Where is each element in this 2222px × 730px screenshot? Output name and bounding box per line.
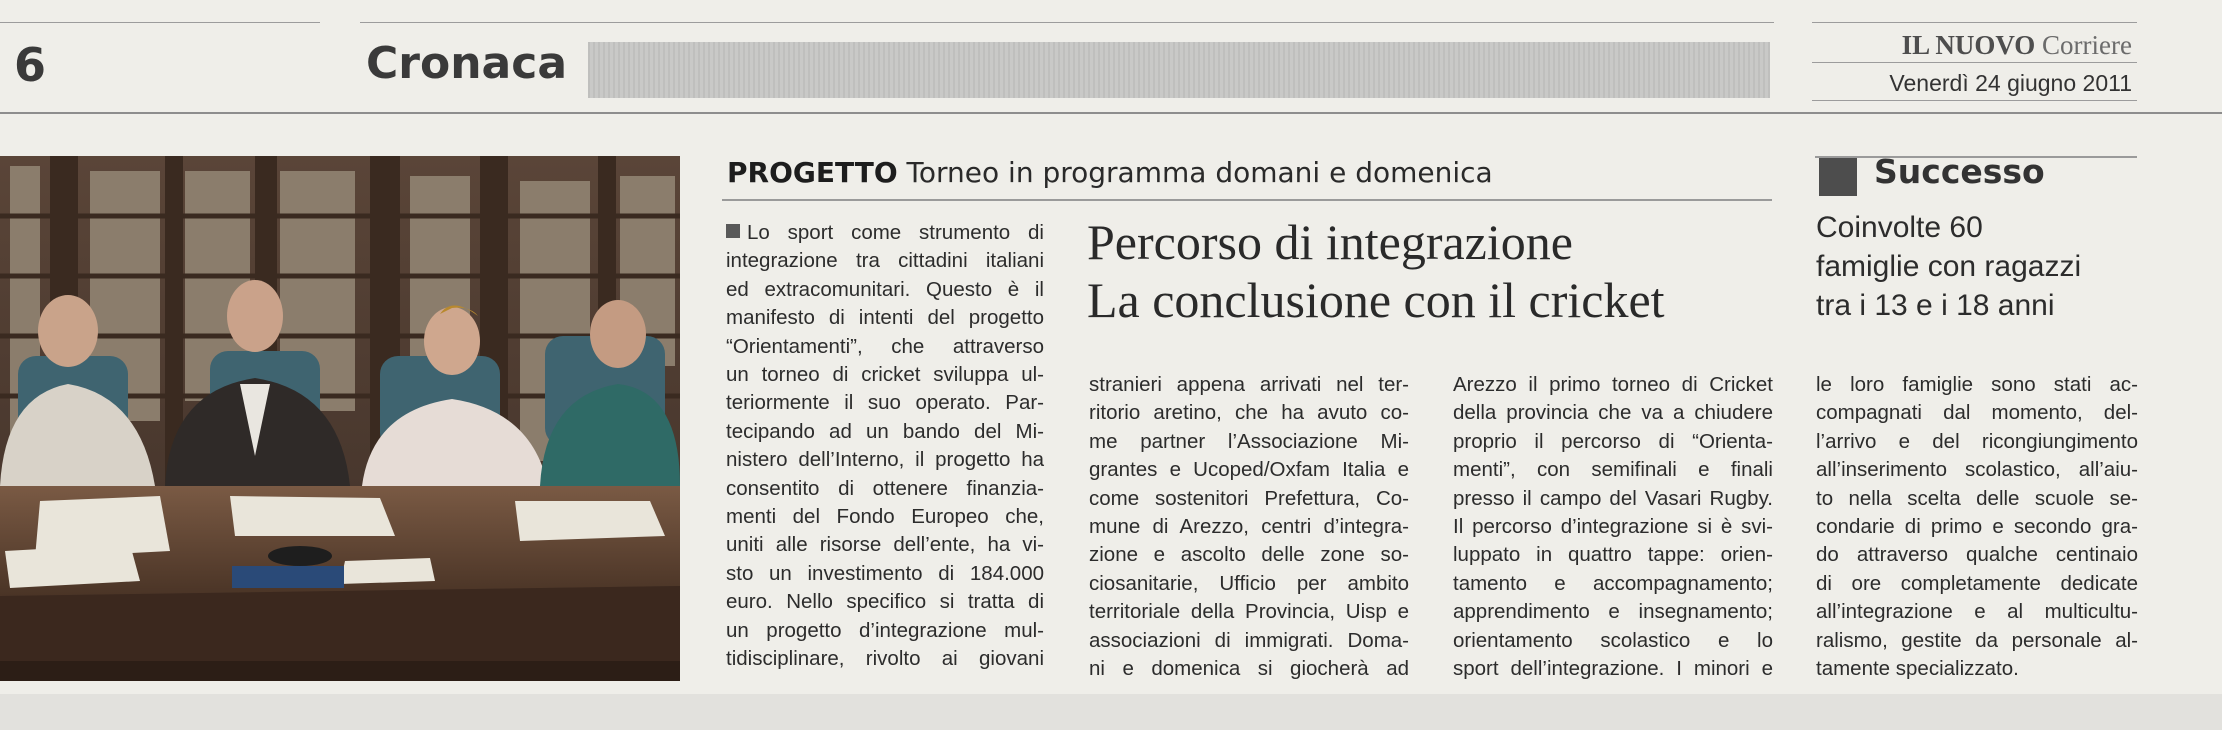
text-line: tamento e accompagnamento;	[1453, 571, 1773, 595]
masthead-bold: IL NUOVO	[1901, 30, 2036, 60]
text-line: orientamento scolastico e lo	[1453, 628, 1773, 652]
header-bottom-rule	[0, 112, 2222, 114]
sidebar-square-icon	[1819, 158, 1857, 196]
text-line: compagnati dal momento, del-	[1816, 401, 2138, 425]
header-rule	[0, 22, 320, 23]
kicker-text: Torneo in programma domani e domenica	[906, 156, 1493, 189]
headline	[1087, 213, 1787, 329]
text-line	[726, 219, 1044, 247]
publication-date: Venerdì 24 giugno 2011	[1889, 70, 2132, 96]
photo-illustration	[0, 156, 680, 681]
header-band	[588, 42, 1770, 98]
text-line: Arezzo il primo torneo di Cricket	[1453, 373, 1773, 396]
text-line: do attraverso qualche centinaio	[1816, 543, 2138, 567]
text-line: stranieri appena arrivati nel ter-	[1089, 373, 1409, 396]
kicker-rule	[722, 199, 1772, 201]
sidebar-line: Coinvolte 60	[1816, 211, 1983, 244]
sidebar-line: famiglie con ragazzi	[1816, 250, 2082, 283]
text-line: presso il campo del Vasari Rugby.	[1453, 486, 1773, 510]
text-line: come sostenitori Prefettura, Co-	[1089, 486, 1409, 510]
text-line: ed extracomunitari. Questo è il	[726, 277, 1044, 301]
text-line: uniti alle risorse dell’ente, ha vi-	[726, 533, 1044, 557]
text-line: nistero dell’Interno, il progetto ha	[726, 448, 1044, 472]
text-line: menti”, con semifinali e finali	[1453, 458, 1773, 482]
text-line: della provincia che va a chiudere	[1453, 401, 1773, 425]
text-line: euro. Nello specifico si tratta di	[726, 590, 1044, 614]
text-line: menti del Fondo Europeo che,	[726, 505, 1044, 529]
sidebar-text	[1816, 208, 2146, 325]
text-line: to nella scelta delle scuole se-	[1816, 486, 2138, 510]
text-line: consentito di ottenere finanzia-	[726, 476, 1044, 500]
masthead-rest: Corriere	[2042, 30, 2132, 60]
headline-line-1: Percorso di integrazione	[1087, 214, 1573, 270]
text-line: “Orientamenti”, che attraverso	[726, 334, 1044, 358]
text-line: apprendimento e insegnamento;	[1453, 600, 1773, 624]
article-photo	[0, 156, 680, 681]
bullet-square-icon	[726, 224, 740, 238]
text-line: proprio il percorso di “Orienta-	[1453, 429, 1773, 453]
text-line: un torneo di cricket sviluppa ul-	[726, 363, 1044, 387]
text-line-content: Lo sport come strumento di	[747, 221, 1044, 244]
text-line: territoriale della Provincia, Uisp e	[1089, 600, 1409, 624]
text-line: ritorio aretino, che ha avuto co-	[1089, 401, 1409, 425]
text-line: all’integrazione e al multicultu-	[1816, 600, 2138, 624]
section-title: Cronaca	[366, 38, 568, 89]
text-line: Il percorso d’integrazione si è svi-	[1453, 515, 1773, 539]
text-line: l’arrivo e del ricongiungimento	[1816, 429, 2138, 453]
text-line: mune di Arezzo, centri d’integra-	[1089, 515, 1409, 539]
sidebar-title: Successo	[1874, 152, 2045, 191]
article-column-2	[1089, 371, 1409, 683]
text-line: ciosanitarie, Ufficio per ambito	[1089, 571, 1409, 595]
text-line: all’inserimento scolastico, all’aiu-	[1816, 458, 2138, 482]
headline-line-2: La conclusione con il cricket	[1087, 272, 1665, 328]
text-line: tecipando ad un bando del Mi-	[726, 419, 1044, 443]
text-line: le loro famiglie sono stati ac-	[1816, 373, 2138, 396]
text-line: ni e domenica si giocherà ad	[1089, 657, 1409, 681]
kicker-label: PROGETTO	[727, 156, 898, 189]
text-line: un progetto d’integrazione mul-	[726, 618, 1044, 642]
text-line: tidisciplinare, rivolto ai giovani	[726, 647, 1044, 671]
header-rule	[1812, 22, 2137, 23]
text-line: grantes e Ucoped/Oxfam Italia e	[1089, 458, 1409, 482]
header-rule	[360, 22, 1774, 23]
text-line: di ore completamente dedicate	[1816, 571, 2138, 595]
text-line: teriormente il suo operato. Par-	[726, 391, 1044, 415]
sidebar-line: tra i 13 e i 18 anni	[1816, 289, 2055, 322]
text-line: sport dell’integrazione. I minori e	[1453, 657, 1773, 681]
text-line: condarie di primo e secondo gra-	[1816, 515, 2138, 539]
masthead-rule	[1812, 62, 2137, 63]
page-number: 6	[14, 38, 47, 92]
text-line: luppato in quattro tappe: orien-	[1453, 543, 1773, 567]
text-line: associazioni di immigrati. Doma-	[1089, 628, 1409, 652]
text-line: me partner l’Associazione Mi-	[1089, 429, 1409, 453]
text-line: ralismo, gestite da personale al-	[1816, 628, 2138, 652]
kicker	[727, 156, 1493, 189]
masthead-rule	[1812, 100, 2137, 101]
text-line: zione e ascolto delle zone so-	[1089, 543, 1409, 567]
masthead	[1812, 30, 2132, 61]
article-column-4	[1816, 371, 2138, 683]
page-bottom-edge	[0, 694, 2222, 730]
text-line: sto un investimento di 184.000	[726, 561, 1044, 585]
text-line: manifesto di intenti del progetto	[726, 306, 1044, 330]
text-line: tamente specializzato.	[1816, 657, 2019, 681]
text-line: integrazione tra cittadini italiani	[726, 249, 1044, 273]
article-column-3	[1453, 371, 1773, 683]
article-column-1	[726, 219, 1044, 674]
